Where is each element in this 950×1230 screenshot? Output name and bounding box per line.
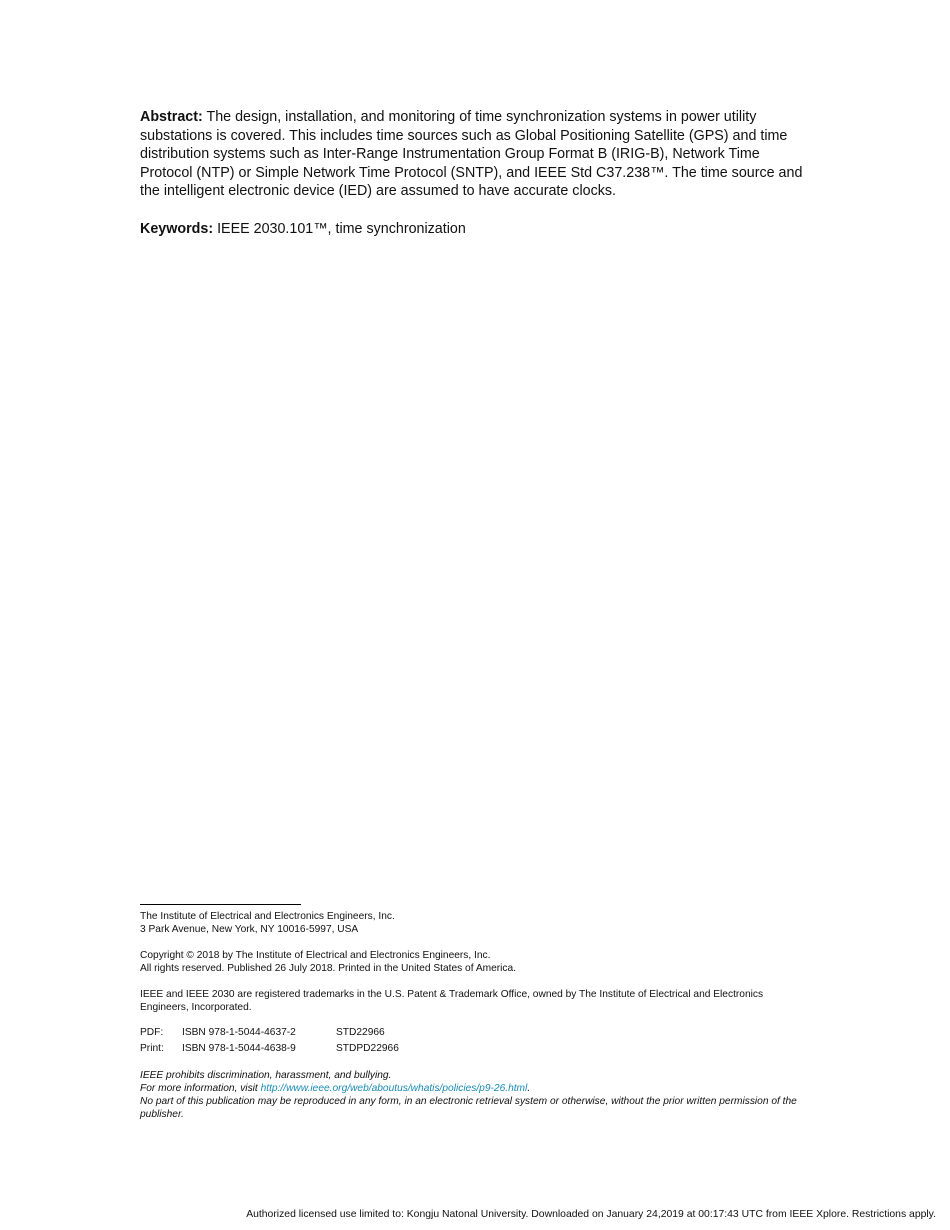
copyright-line: Copyright © 2018 by The Institute of Electrical and Electronics Engineers, Inc. [140,950,491,961]
isbn-table [140,1025,399,1056]
publisher-name: The Institute of Electrical and Electronics Engineers, Inc. [140,911,395,922]
isbn-code: STD22966 [336,1027,385,1038]
license-footer [0,1208,950,1222]
isbn-format: PDF: [140,1027,164,1038]
keywords-label: Keywords: [140,221,214,237]
isbn-number: ISBN 978-1-5044-4638-9 [182,1042,296,1054]
policy-info-line [140,1082,820,1095]
trademark-notice: IEEE and IEEE 2030 are registered trademarks in the U.S. Patent & Trademark Office, owned by The Institute of Electrical and Electronics Engineers, Incorporated. [140,989,764,1013]
isbn-row-print [140,1041,399,1057]
isbn-code: STDPD22966 [336,1042,399,1054]
footnote-divider [140,904,301,905]
publisher-address: 3 Park Avenue, New York, NY 10016-5997, USA [140,924,359,935]
keywords-paragraph [140,220,815,239]
publisher-block [140,910,820,936]
isbn-format: Print: [140,1042,164,1054]
abstract-label: Abstract: [140,109,203,125]
abstract-text: The design, installation, and monitoring of time synchronization systems in power utility substations is covered. This includes time sources such as Global Positioning Satellite (GPS) and time distribution systems such as Inter-Range Instrumentation Group Format B (IRIG-B), Network Time Protocol (NTP) or Simple Network Time Protocol (SNTP), and IEEE Std C37.238™. The time source and the intelligent electronic device (IED) are assumed to have accurate clocks. [140,109,803,200]
isbn-number: ISBN 978-1-5044-4637-2 [182,1027,296,1038]
abstract-paragraph [140,108,815,201]
policy-link[interactable]: http://www.ieee.org/web/aboutus/whatis/policies/p9-26.html [260,1083,528,1094]
keywords-text: IEEE 2030.101™, time synchronization [213,221,466,237]
isbn-row-pdf [140,1025,399,1041]
copyright-block [140,949,820,975]
policy-statement: IEEE prohibits discrimination, harassment, and bullying. [140,1070,392,1081]
policy-info-suffix: . [527,1083,531,1094]
rights-line: All rights reserved. Published 26 July 2018. Printed in the United States of America. [140,963,517,974]
policy-info-prefix: For more information, visit [140,1083,261,1094]
policy-block [140,1069,820,1121]
license-footer-text: Authorized licensed use limited to: Kongju Natonal University. Downloaded on January 24,2019 at 00:17:43 UTC from IEEE Xplore. Restrictions apply. [246,1209,936,1220]
reproduction-notice: No part of this publication may be reproduced in any form, in an electronic retrieval system or otherwise, without the prior written permission of the publisher. [140,1096,797,1120]
